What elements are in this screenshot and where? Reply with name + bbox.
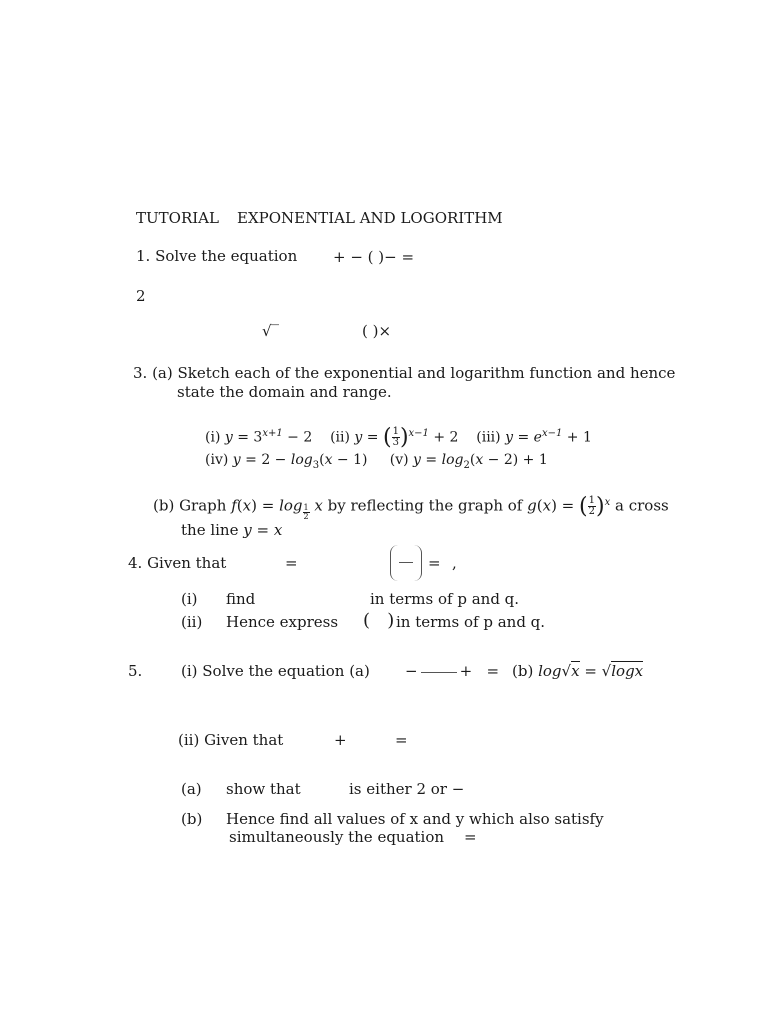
q2-paren-fragment: ( )× [362,322,392,340]
q5-number: 5. [128,662,143,680]
q4-item-i-rest: in terms of p and q. [370,590,520,608]
q5-i-b: (b) log√x = √logx [512,662,644,680]
q4-equals: = [285,554,298,572]
q3-a-line2: state the domain and range. [177,383,392,401]
q2-root-fragment: √‾ [262,322,280,340]
q4-prompt: 4. Given that [128,554,227,572]
q5-i-label: (i) Solve the equation (a) [181,662,370,680]
tutorial-topic: EXPONENTIAL AND LOGORITHM [237,209,503,227]
q4-item-ii-num: (ii) [181,613,203,631]
q3-part-iii: (iii) [476,429,501,446]
q4-item-ii-rest: in terms of p and q. [396,613,546,631]
q5-b-line2: simultaneously the equation [229,828,445,846]
q5-i-a-fragment: − + = [405,662,500,680]
q3-part-v: (v) [389,452,409,468]
q5-a-rest: is either 2 or − [349,780,465,798]
q5-a-label: (a) [181,780,202,798]
q3-a-line1: 3. (a) Sketch each of the exponential and logarithm function and hence [133,364,676,382]
q3-functions-row1: (i) $y = 3^{x+1} - 2$ (ii) y = ( $\frac{1}{3}$ )$^{x-1}$ + 2 (iii) $y = e^{x-1} + 1$ [205,425,592,450]
tutorial-label: TUTORIAL [136,209,219,227]
q2-number: 2 [136,287,146,305]
q3-part-iv: (iv) [205,452,229,468]
q5-ii-eq: = [395,731,408,749]
q1-equation-fragment: + − ( )− = [333,248,415,266]
q5-ii-plus: + [334,731,347,749]
q5-b-label: (b) [181,810,203,828]
q4-item-i-num: (i) [181,590,198,608]
q3-functions-row2: (iv) $y = 2 - \log_3(x - 1)$ (v) $y = \log_2(x - 2) + 1$ [205,452,548,471]
q4-item-ii-verb: Hence express [226,613,339,631]
q4-equals-2: = [428,554,441,572]
q3-b-line1: (b) Graph f(x) = log $\frac{1}{2}$ x by reflecting the graph of g(x) = ( $\frac{1}{2}$ )$^x$ a cross [153,494,669,522]
q5-b-eq: = [464,828,477,846]
q4-fraction-fragment [390,545,422,581]
q3-part-i: (i) [205,429,221,446]
q5-a-text: show that [226,780,301,798]
q5-b-line1: Hence find all values of x and y which also satisfy [226,810,604,828]
q1-prompt: 1. Solve the equation [136,247,298,265]
q4-item-i-verb: find [226,590,256,608]
q3-b-line2: the line y = x [181,521,283,539]
q5-ii-label: (ii) Given that [178,731,284,749]
q3-b-mid: by reflecting the graph of [327,496,523,515]
q3-b-prefix: (b) Graph [153,496,227,515]
q4-item-ii-paren: ( ) [363,610,395,631]
q3-b-suffix: a cross [615,496,669,515]
q4-comma: , [452,554,457,572]
q3-part-ii: (ii) [330,429,350,446]
